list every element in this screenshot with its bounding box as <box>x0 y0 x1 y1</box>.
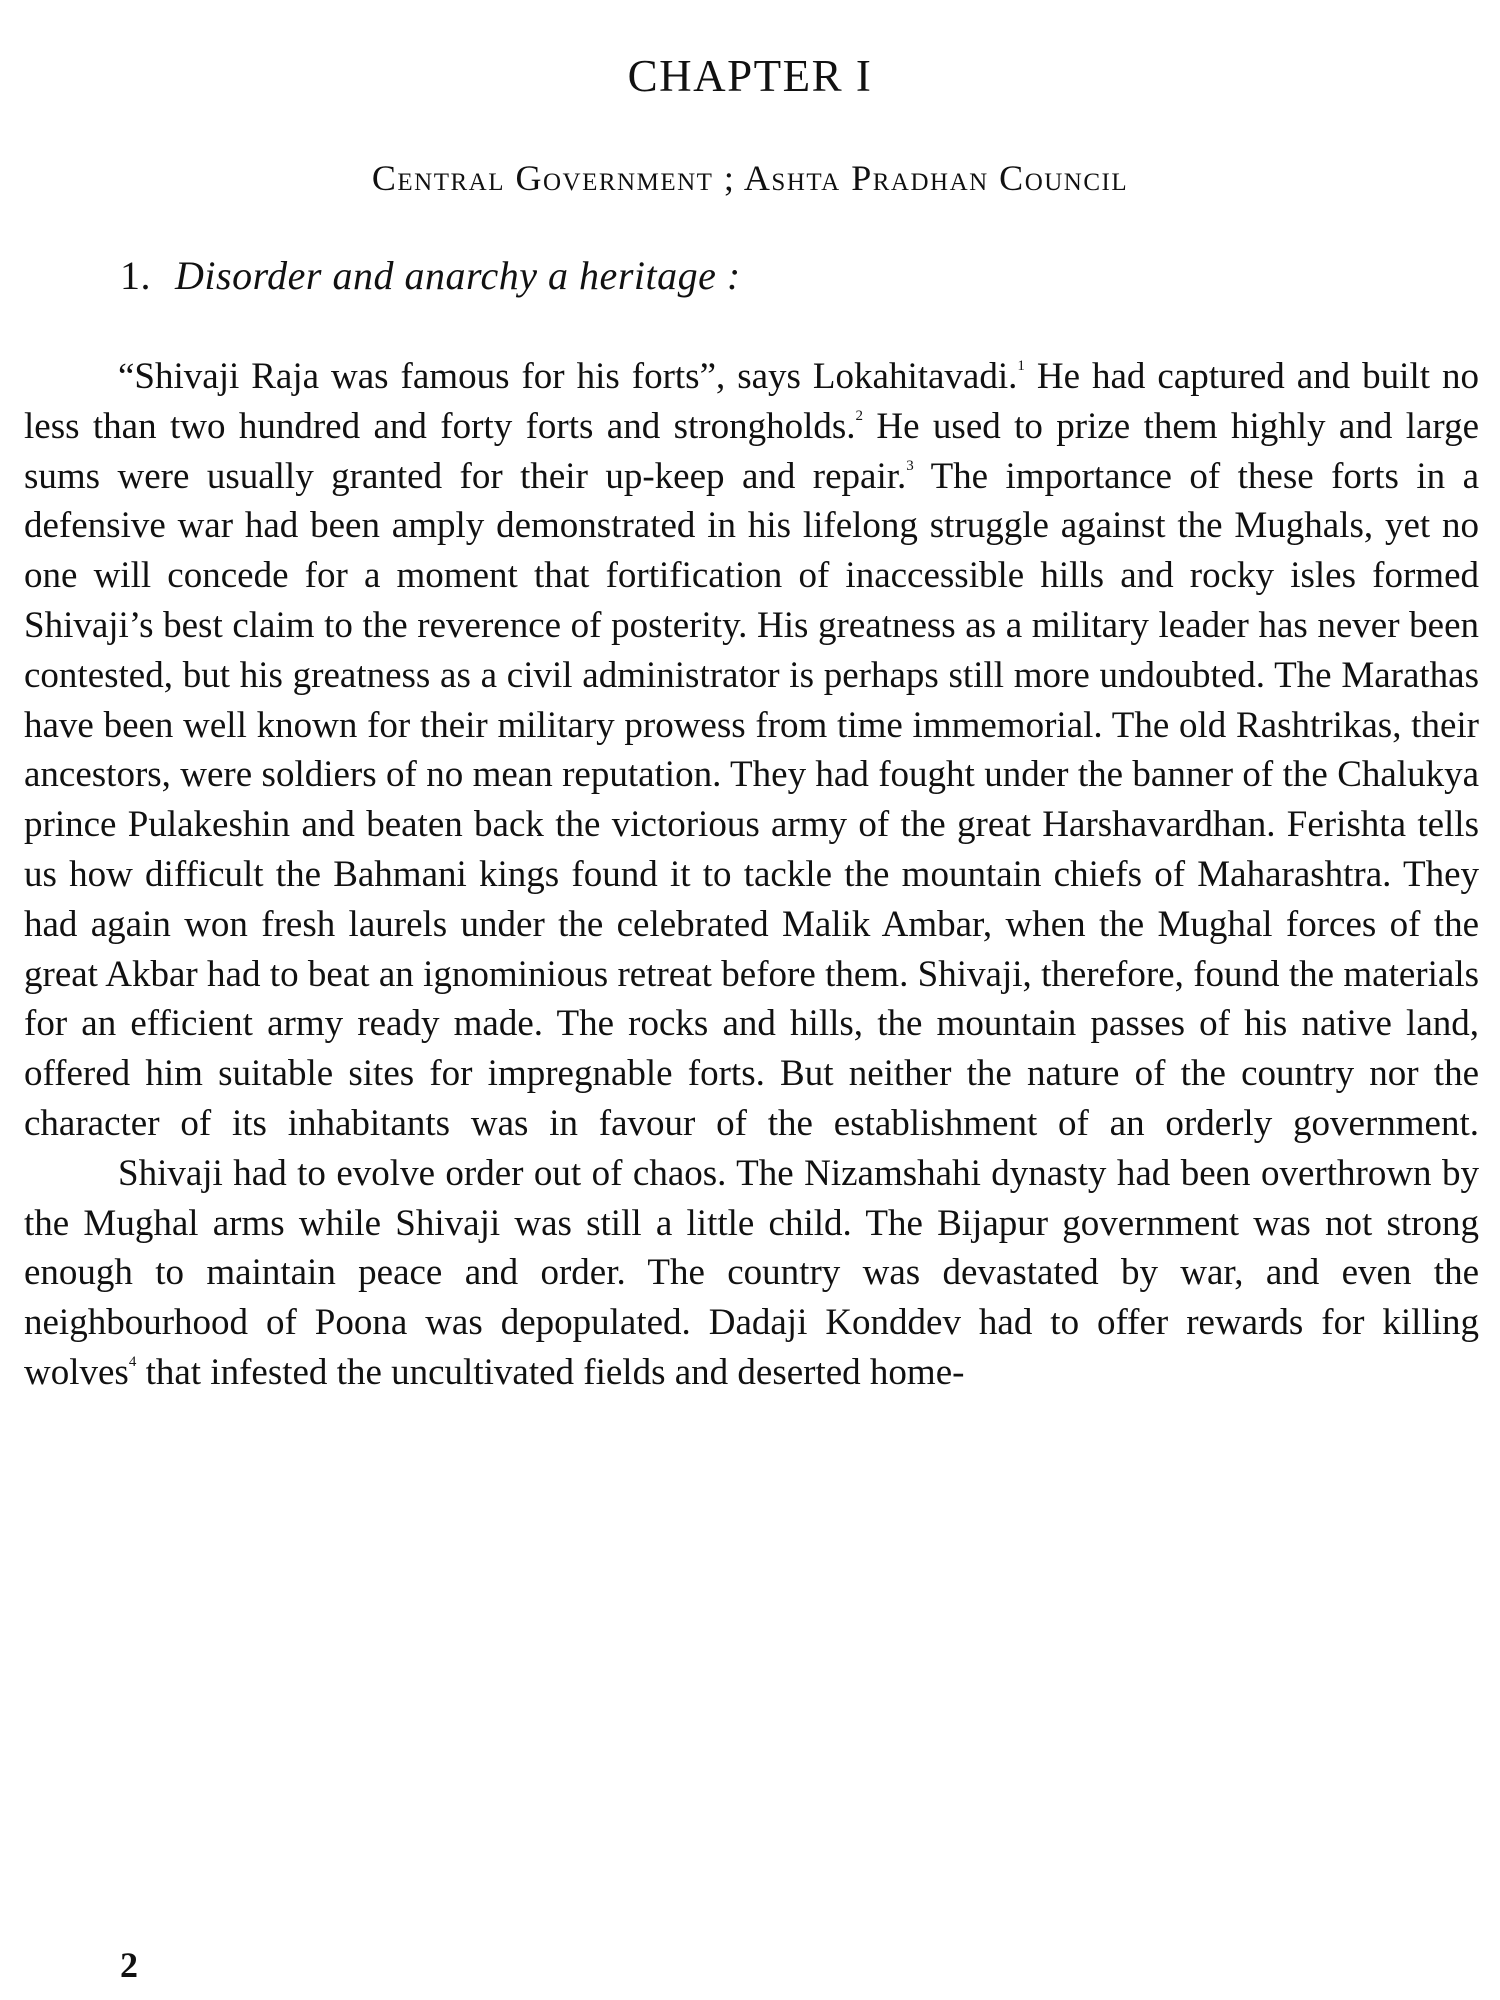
footnote-ref-1: 1 <box>1017 358 1025 374</box>
section-heading <box>120 252 741 299</box>
paragraph-segment: that infested the uncultivated fields and deserted home- <box>136 1351 965 1393</box>
paragraph-segment: He had captured and built no less than two hundred and forty forts and strongholds. <box>24 356 1479 447</box>
paragraph-order-out-of-chaos <box>24 1149 1479 1398</box>
footnote-ref-4: 4 <box>128 1353 137 1370</box>
chapter-title: CHAPTER I <box>627 51 873 101</box>
paragraph-segment: “Shivaji Raja was famous for his forts”, says Lokahitavadi. <box>118 356 1018 397</box>
section-heading-text: Disorder and anarchy a heritage : <box>175 253 741 298</box>
body-text <box>24 352 1479 1398</box>
paragraph-segment: The importance of these forts in a defensive war had been amply demonstrated in his lifelong struggle against the Mughals, yet no one will concede for a moment that fortification of inaccessible hills and rocky isles formed Shivaji’s best claim to the reverence of posterity. His greatness as a military leader has never been contested, but his greatness as a civil administrator is perhaps still more undoubted. The Marathas have been well known for their military prowess from time immemorial. The old Rashtrikas, their ancestors, were soldiers of no mean reputation. They had fought under the banner of the Chalukya prince Pulakeshin and beaten back the victorious army of the great Harshavardhan. Ferishta tells us how difficult the Bahmani kings found it to tackle the mountain chiefs of Maharashtra. They had again won fresh laurels under the celebrated Malik Ambar, when the Mughal forces of the great Akbar had to beat an ignominious retreat before them. Shivaji, therefore, found the materials for an efficient army ready made. The rocks and hills, the mountain passes of his native land, offered him suitable sites for impregnable forts. But neither the nature of the country nor the character of its inhabitants was in favour of the establishment of an orderly government. <box>24 455 1479 1144</box>
footnote-ref-3: 3 <box>906 457 914 474</box>
section-number: 1. <box>120 253 151 298</box>
page-number: 2 <box>120 1945 138 1985</box>
footnote-ref-2: 2 <box>855 407 864 424</box>
paragraph-segment: Shivaji had to evolve order out of chaos. The Nizamshahi dynasty had been overthrown by the Mughal arms while Shivaji was still a little child. The Bijapur government was not strong enough to maintain peace and order. The country was devastated by war, and even the neighbourhood of Poona was depopulated. Dadaji Konddev had to offer rewards for killing wolves <box>24 1152 1479 1393</box>
paragraph-forts <box>24 352 1479 1149</box>
chapter-subtitle: Central Government ; Ashta Pradhan Council <box>371 158 1129 198</box>
paragraph-segment: He used to prize them highly and large sums were usually granted for their up-keep and repair. <box>24 405 1479 497</box>
